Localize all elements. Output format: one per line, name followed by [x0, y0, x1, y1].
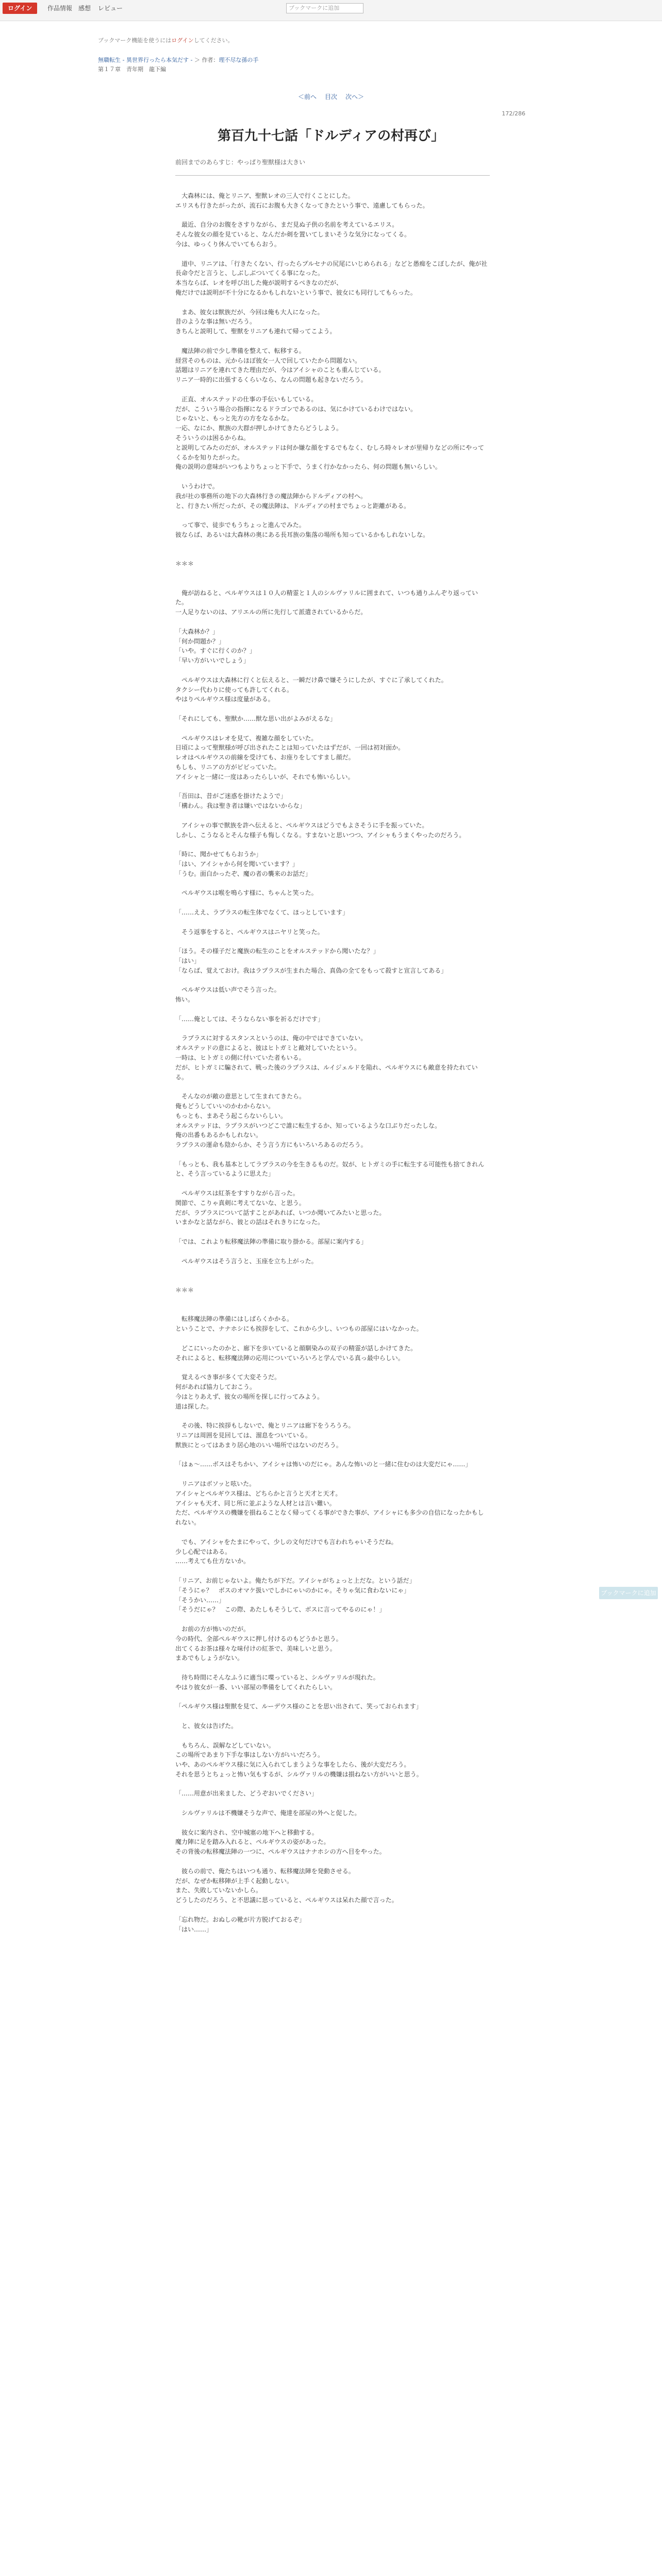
author-link[interactable]: 理不尽な孫の手: [219, 57, 259, 63]
nav-review[interactable]: レビュー: [98, 5, 123, 12]
page-number: 172/286: [502, 110, 525, 117]
title-divider: [175, 175, 490, 176]
pager-top: [0, 92, 662, 101]
nav-impressions[interactable]: 感想: [78, 5, 91, 12]
login-note-link[interactable]: ログイン: [171, 37, 194, 44]
login-note-suffix: してください。: [193, 37, 234, 44]
next-link[interactable]: 次へ＞: [345, 93, 365, 100]
bookmark-add-box[interactable]: ブックマークに追加: [286, 3, 363, 13]
nav-work-info[interactable]: 作品情報: [47, 5, 73, 12]
breadcrumb-separator: ＞: [192, 57, 202, 63]
episode-title: 第百九十七話「ドルディアの村再び」: [218, 128, 444, 144]
login-note-prefix: ブックマーク機能を使うには: [98, 37, 172, 44]
login-note: [98, 36, 234, 44]
author-label: 作者：: [202, 57, 219, 63]
series-link[interactable]: 無職転生 - 異世界行ったら本気だす -: [98, 57, 193, 63]
chapter-info: 第１７章 青年期 龍下編: [98, 66, 166, 73]
top-navigation-bar: [0, 0, 662, 21]
prev-link[interactable]: ＜前へ: [297, 93, 317, 100]
toc-link[interactable]: 目次: [324, 93, 337, 100]
breadcrumb: [98, 56, 258, 64]
bookmark-button[interactable]: ブックマークに追加: [599, 1587, 658, 1599]
episode-body: 大森林には、俺とリニア、聖獣レオの三人で行くことにした。 エリスも行きたがったが、流石にお腹も大きくなってきたという事で、遠慮してもらった。 最近、自分のお腹をさすりながら、まだ見ぬ子供の名前を考えているエリス。 そんな彼女の顔を見ていると、なんだか剣を置いてしまいそうな気分になってくる。 今は、ゆっくり休んでいてもらおう。 道中、リニアは、「行きたくない、行ったらプルセナの尻尾にいじめられる」などと愚痴をこぼしたが、俺が社長命令だと言うと、しぶしぶついてくる事になった。 本当ならば、レオを呼び出した俺が説明するべきなのだが、 俺だけでは説明が不十分になるかもしれないという事で、彼女にも同行してもらった。 まあ、彼女は獣族だが、今回は俺も大人になった。 昔のような事は無いだろう。 きちんと説明して、聖獣をリニアも連れて帰ってこよう。 魔法陣の前で少し準備を整えて、転移する。 経営そのものは、元からほぼ彼女一人で回していたから問題ない。 話題はリニアを連れてきた理由だが、今はアイシャのことも重んじている。 リニア一時的に出張するくらいなら、なんの問題も起きないだろう。 正直、オルステッドの仕事の手伝いもしている。 だが、こういう場合の指揮になるドラゴンであるのは、気にかけているわけではない。 じゃないと、もっと先方の方をなるかな。 一応、なにか、獣族の大群が押しかけてきたらどうしよう。 そういうのは困るからね。 と説明してみたのだが、オルステッドは何か嫌な顔をするでもなく、むしろ時々レオが里帰りなどの所にやってくるかを知りたがった。 俺の説明の意味がいつもよりちょっと下手で、うまく行かなかったら、何の問題も無いらしい。 いうわけで。 我が社の事務所の地下の大森林行きの魔法陣からドルディアの村へ。 と、行きたい所だったが、その魔法陣は、ドルディアの村までちょっと距離がある。 って事で、徒歩でもうちょっと進んでみた。 彼ならば、あるいは大森林の奥にある長耳族の集落の場所も知っているかもしれないしな。 ＊＊＊ 俺が訪ねると、ペルギウスは１０人の精霊と１人のシルヴァリルに囲まれて、いつも通りふんぞり返っていた。 一人足りないのは、アリエルの所に先行して派遣されているからだ。 「大森林か？」 「何か問題か？」 「いや。すぐに行くのか？」 「早い方がいいでしょう」 ペルギウスは大森林に行くと伝えると、一瞬だけ鼻で嫌そうにしたが、すぐに了承してくれた。 タクシー代わりに使っても許してくれる。 やはりペルギウス様は度量がある。 「それにしても、聖獣か……獣な思い出がよみがえるな」 ペルギウスはレオを見て、複雑な顔をしていた。 日頃によって聖獣様が呼び出されたことは知っていたはずだが、一回は初対面か。 レオはペルギウスの前線を受けても、お座りをしてすまし顔だ。 もしも、リニアの方がビビっていた。 アイシャと一緒に一度はあったらしいが、それでも怖いらしい。 「吾田は、昔がご迷惑を掛けたようで」 「構わん。我は聖き者は嫌いではないからな」 アイシャの事で獣族を許へ伝えると、ペルギウスはどうでもよさそうに手を振っていた。 しかし、こうなるとそんな様子も悔しくなる。すまないと思いつつ、アイシャもうまくやったのだろう。 「時に、聞かせてもらおうか」 「はい、アイシャから何を聞いています？」 「うむ。面白かったぞ、魔の者の襲来のお話だ」 ペルギウスは喉を鳴らす様に、ちゃんと笑った。 「……ええ、ラプラスの転生体でなくて、ほっとしています」 そう返事をすると、ペルギウスはニヤリと笑った。 「ほう。その様子だと魔族の転生のことをオルステッドから聞いたな？」 「はい」 「ならば、覚えておけ。我はラプラスが生まれた場合、真偽の全てをもって殺すと宣言してある」 ペルギウスは低い声でそう言った。 怖い。 「……俺としては、そうならない事を祈るだけです」 ラプラスに対するスタンスというのは、俺の中ではできていない。 オルステッドの意によると、彼はヒトガミと敵対していたという。 一時は、ヒトガミの側に付いていた者もいる。 だが、ヒトガミに騙されて、戦った後のラプラスは、ルイジェルドを陥れ、ペルギウスにも敵意を持たれている。 そんなのが敵の意思として生まれてきたら。 俺もどうしていいのかわからない。 もっとも、まあそう起こらないらしい。 オルステッドは、ラプラスがいつどこで誰に転生するか、知っているような口ぶりだったしな。 俺の出番もあるかもしれない。 ラプラスの運命も陰からか、そう言う方にもいろいろあるのだろう。 「もっとも、我も基本としてラプラスの今を生きるものだ。奴が、ヒトガミの手に転生する可能性も捨てきれんと、そう言っているように思えた」 ペルギウスは紅茶をすすりながら言った。 関節で、こりゃ真剣に考えてないな、と思う。 だが、ラプラスについて話すことがあれば、いつか聞いてみたいと思った。 いまかなと話ながら、彼との話はそれきりになった。 「では、これより転移魔法陣の準備に取り掛かる。部屋に案内する」 ペルギウスはそう言うと、玉座を立ち上がった。 ＊＊＊ 転移魔法陣の準備にはしばらくかかる。 ということで、ナナホシにも挨拶をして、これから少し、いつもの部屋にはいなかった。 どこにいったのかと、廊下を歩いていると顔馴染みの双子の精霊が話しかけてきた。 それによると、転移魔法陣の応用についていろいろと学んでいる真っ最中らしい。 覚えるべき事が多くて大変そうだ。 何があれば協力しておこう。 今はとりあえず、彼女の場所を探しに行ってみよう。 道は探した。 その後、特に挨拶もしないで、俺とリニアは廊下をうろうろ。 リニアは周囲を見回しては、溜息をついている。 獣族にとってはあまり居心地のいい場所ではないのだろう。 「はぁ～……ボスはそちかい、アイシャは怖いのだにゃ。あんな怖いのと一緒に住むのは大変だにゃ……」 リニアはボソッと呟いた。 アイシャとペルギウス様は、どちらかと言うと天才と天才。 アイシャも天才、同じ所に並ぶような人材とは言い難い。 ただ、ペルギウスの機嫌を損ねることなく帰ってくる事ができた事が、アイシャにも多少の自信になったかもしれない。 でも、アイシャをたまにやって、少しの文句だけでも言われちゃいそうだね。 少し心配ではある。 ……考えても仕方ないか。 「リニア、お前じゃないよ。俺たちが下だ。アイシャがちょっと上だな。という話だ」 「そうにゃ？ ボスのオマケ扱いでしかにゃいのかにゃ。そりゃ気に食わないにゃ」 「そうかい……」 「そうだにゃ？ この際、あたしもそうして、ボスに言ってやるのにゃ！」 お前の方が怖いのだが。 今の時代、全部ペルギウスに押し付けるのもどうかと思う。 出てくるお茶は様々な味付けの紅茶で、美味しいと思う。 まあでもしょうがない。 待ち時間にそんなふうに適当に喋っていると、シルヴァリルが現れた。 やはり彼女が一番、いい部屋の準備をしてくれたらしい。 「ペルギウス様は聖獣を見て、ルーデウス様のことを思い出されて、笑っておられます」 と、彼女は告げた。 もちろん、誤解などしていない。 この場所であまり下手な事はしない方がいいだろう。 いや、あのペルギウス様に気に入られてしまうような事をしたら、後が大変だろう。 それを思うとちょっと怖い気もするが、シルヴァリルの機嫌は損ねない方がいいと思う。 「……用意が出来ました、どうぞおいでください」 シルヴァリルは不機嫌そうな声で、俺達を部屋の外へと促した。 彼女に案内され、空中城塞の地下へと移動する。 魔力陣に足を踏み入れると、ペルギウスの姿があった。 その背後の転移魔法陣の一つに、ペルギウスはナナホシの方へ目をやった。 彼らの前で、俺たちはいつも通り、転移魔法陣を発動させる。 だが、なぜか転移陣が上手く起動しない。 また、失敗していないかしら。 どうしたのだろう、と不思議に思っていると、ペルギウスは呆れた顔で言った。 「忘れ物だ。おぬしの靴が片方脱げておるぞ」 「はい……」: [175, 192, 488, 1933]
login-button[interactable]: ログイン: [3, 3, 37, 14]
episode-subtitle: 前回までのあらすじ：やっぱり聖獣様は大きい: [175, 159, 306, 166]
